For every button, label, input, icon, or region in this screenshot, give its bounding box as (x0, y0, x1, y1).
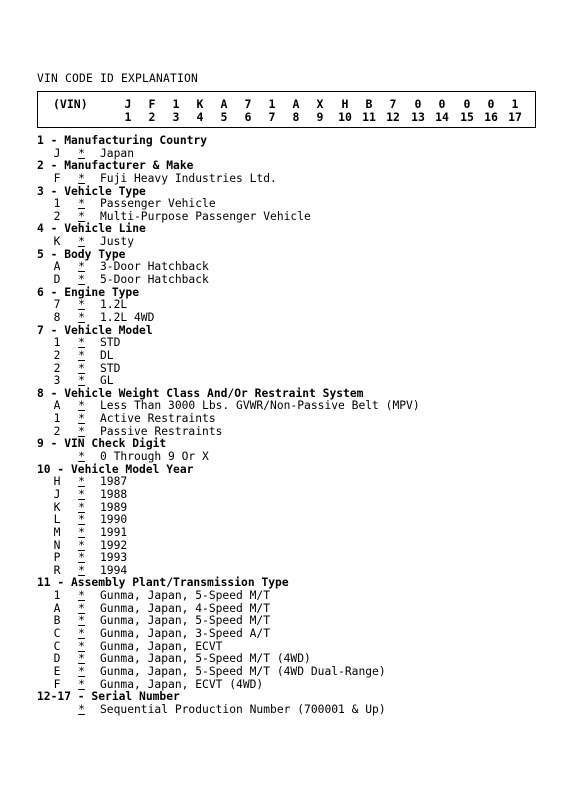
asterisk-marker: * (78, 563, 85, 577)
code-description: 1994 (100, 563, 128, 577)
vin-character: H (341, 97, 349, 111)
vin-box (37, 91, 536, 128)
code-value: B (53, 614, 61, 628)
code-row (37, 552, 567, 565)
asterisk-marker: * (78, 525, 85, 539)
code-value: F (53, 171, 61, 185)
vin-character: A (292, 97, 300, 111)
vin-character: 0 (463, 97, 471, 111)
code-value: R (53, 563, 61, 577)
code-row (37, 426, 567, 439)
code-description: GL (100, 374, 114, 388)
asterisk-marker: * (78, 614, 85, 628)
asterisk-marker: * (78, 652, 85, 666)
code-description: Passive Restraints (100, 424, 223, 438)
asterisk-marker: * (78, 500, 85, 514)
code-description: 1992 (100, 538, 128, 552)
asterisk-marker: * (78, 551, 85, 565)
code-description: 1.2L 4WD (100, 310, 155, 324)
code-value: H (53, 475, 61, 489)
code-value: 8 (53, 310, 61, 324)
asterisk-marker: * (78, 702, 85, 716)
asterisk-marker: * (78, 361, 85, 375)
vin-position-number: 12 (386, 110, 400, 124)
code-row (37, 527, 567, 540)
code-description: 1991 (100, 525, 128, 539)
vin-code-sections (37, 135, 567, 716)
code-description: STD (100, 361, 121, 375)
code-description: Gunma, Japan, 5-Speed M/T (100, 614, 271, 628)
asterisk-marker: * (78, 626, 85, 640)
code-description: Gunma, Japan, 5-Speed M/T (100, 589, 271, 603)
section-header: 4 - Vehicle Line (37, 222, 146, 236)
asterisk-marker: * (78, 374, 85, 388)
code-description: 1.2L (100, 298, 128, 312)
vin-position-number: 13 (411, 110, 425, 124)
vin-position-number: 1 (124, 110, 132, 124)
vin-label: (VIN) (53, 97, 88, 111)
code-value: L (53, 513, 61, 527)
vin-position-number: 15 (460, 110, 474, 124)
code-row (37, 451, 567, 464)
code-description: 1987 (100, 475, 128, 489)
code-description: Passenger Vehicle (100, 197, 216, 211)
asterisk-marker: * (78, 310, 85, 324)
section-header: 12-17 - Serial Number (37, 690, 180, 704)
code-row (37, 653, 567, 666)
asterisk-marker: * (78, 475, 85, 489)
section-header: 5 - Body Type (37, 247, 126, 261)
vin-character: B (365, 97, 373, 111)
code-value: C (53, 626, 61, 640)
asterisk-marker: * (78, 399, 85, 413)
section-header: 1 - Manufacturing Country (37, 134, 208, 147)
asterisk-marker: * (78, 298, 85, 312)
vin-position-number: 14 (435, 110, 449, 124)
asterisk-marker: * (78, 424, 85, 438)
code-description: Gunma, Japan, ECVT (100, 639, 223, 653)
asterisk-marker: * (78, 589, 85, 603)
code-value: C (53, 639, 61, 653)
asterisk-marker: * (78, 348, 85, 362)
code-description: Gunma, Japan, 5-Speed M/T (4WD) (100, 652, 311, 666)
code-row (37, 148, 567, 161)
code-row (37, 666, 567, 679)
code-description: DL (100, 348, 114, 362)
code-value: 3 (53, 374, 61, 388)
code-description: Sequential Production Number (700001 & Up) (100, 702, 386, 716)
code-description: Gunma, Japan, ECVT (4WD) (100, 677, 264, 691)
code-value: D (53, 273, 61, 287)
vin-position-number: 6 (244, 110, 252, 124)
code-value: K (53, 235, 61, 249)
vin-character: X (316, 97, 324, 111)
asterisk-marker: * (78, 336, 85, 350)
asterisk-marker: * (78, 538, 85, 552)
vin-position-number: 10 (338, 110, 352, 124)
code-row (37, 274, 567, 287)
code-row (37, 565, 567, 578)
section-header: 11 - Assembly Plant/Transmission Type (37, 576, 289, 590)
code-value: 1 (53, 412, 61, 426)
code-value: 2 (53, 209, 61, 223)
code-description: Multi-Purpose Passenger Vehicle (100, 209, 311, 223)
vin-character: 0 (414, 97, 422, 111)
vin-position-number: 7 (268, 110, 276, 124)
vin-character: 1 (172, 97, 180, 111)
asterisk-marker: * (78, 197, 85, 211)
section-header: 10 - Vehicle Model Year (37, 462, 194, 476)
vin-character: A (220, 97, 228, 111)
code-row (37, 375, 567, 388)
vin-position-number: 5 (220, 110, 228, 124)
code-description: Justy (100, 235, 135, 249)
code-value: 2 (53, 348, 61, 362)
code-row (37, 363, 567, 376)
code-value: P (53, 551, 61, 565)
code-row (37, 679, 567, 692)
section-header: 8 - Vehicle Weight Class And/Or Restraint System (37, 386, 364, 400)
code-description: 1989 (100, 500, 128, 514)
asterisk-marker: * (78, 639, 85, 653)
code-description: Fuji Heavy Industries Ltd. (100, 171, 277, 185)
asterisk-marker: * (78, 412, 85, 426)
asterisk-marker: * (78, 260, 85, 274)
vin-character: 1 (268, 97, 276, 111)
vin-position-number: 16 (484, 110, 498, 124)
vin-position-number: 2 (148, 110, 156, 124)
code-row (37, 198, 567, 211)
code-description: Gunma, Japan, 5-Speed M/T (4WD Dual-Range) (100, 664, 386, 678)
code-value: E (53, 664, 61, 678)
code-value: J (53, 487, 61, 501)
vin-position-number: 8 (292, 110, 300, 124)
section-header: 7 - Vehicle Model (37, 323, 153, 337)
asterisk-marker: * (78, 664, 85, 678)
asterisk-marker: * (78, 209, 85, 223)
asterisk-marker: * (78, 513, 85, 527)
vin-position-number: 17 (508, 110, 522, 124)
asterisk-marker: * (78, 235, 85, 249)
section-header: 2 - Manufacturer & Make (37, 159, 194, 173)
code-description: STD (100, 336, 121, 350)
code-row (37, 337, 567, 350)
code-row (37, 489, 567, 502)
code-value: D (53, 652, 61, 666)
asterisk-marker: * (78, 146, 85, 160)
code-description: 1990 (100, 513, 128, 527)
code-description: 5-Door Hatchback (100, 273, 209, 287)
code-value: M (53, 525, 61, 539)
asterisk-marker: * (78, 273, 85, 287)
section-header: 3 - Vehicle Type (37, 184, 146, 198)
vin-character: 0 (487, 97, 495, 111)
code-description: 1988 (100, 487, 128, 501)
code-value: A (53, 399, 61, 413)
code-value: 7 (53, 298, 61, 312)
code-value: F (53, 677, 61, 691)
page-title: VIN CODE ID EXPLANATION (37, 72, 199, 85)
code-description: Japan (100, 146, 135, 160)
vin-character: K (196, 97, 204, 111)
vin-position-number: 11 (362, 110, 376, 124)
code-row (37, 211, 567, 224)
vin-position-number: 9 (316, 110, 324, 124)
code-description: 1993 (100, 551, 128, 565)
code-row (37, 704, 567, 717)
code-value: 2 (53, 361, 61, 375)
code-row (37, 514, 567, 527)
asterisk-marker: * (78, 677, 85, 691)
code-row (37, 350, 567, 363)
code-value: J (53, 146, 61, 160)
code-description: Active Restraints (100, 412, 216, 426)
code-description: 3-Door Hatchback (100, 260, 209, 274)
code-row (37, 236, 567, 249)
section-header: 9 - VIN Check Digit (37, 437, 167, 451)
vin-character: 1 (511, 97, 519, 111)
vin-character: 7 (389, 97, 397, 111)
section-header: 6 - Engine Type (37, 285, 140, 299)
vin-character: F (148, 97, 156, 111)
asterisk-marker: * (78, 171, 85, 185)
code-value: A (53, 260, 61, 274)
vin-position-number: 4 (196, 110, 204, 124)
code-row (37, 413, 567, 426)
code-description: 0 Through 9 Or X (100, 450, 209, 464)
code-row (37, 312, 567, 325)
code-value: N (53, 538, 61, 552)
code-description: Gunma, Japan, 4-Speed M/T (100, 601, 271, 615)
code-value: A (53, 601, 61, 615)
vin-position-number: 3 (172, 110, 180, 124)
asterisk-marker: * (78, 450, 85, 464)
vin-character: 0 (438, 97, 446, 111)
code-row (37, 628, 567, 641)
code-description: Less Than 3000 Lbs. GVWR/Non-Passive Belt (MPV) (100, 399, 420, 413)
vin-character: J (124, 97, 132, 111)
code-value: 2 (53, 424, 61, 438)
code-description: Gunma, Japan, 3-Speed A/T (100, 626, 271, 640)
code-row (37, 173, 567, 186)
vin-character: 7 (244, 97, 252, 111)
asterisk-marker: * (78, 487, 85, 501)
code-value: 1 (53, 336, 61, 350)
code-value: 1 (53, 589, 61, 603)
code-value: 1 (53, 197, 61, 211)
code-row (37, 590, 567, 603)
asterisk-marker: * (78, 601, 85, 615)
code-value: K (53, 500, 61, 514)
